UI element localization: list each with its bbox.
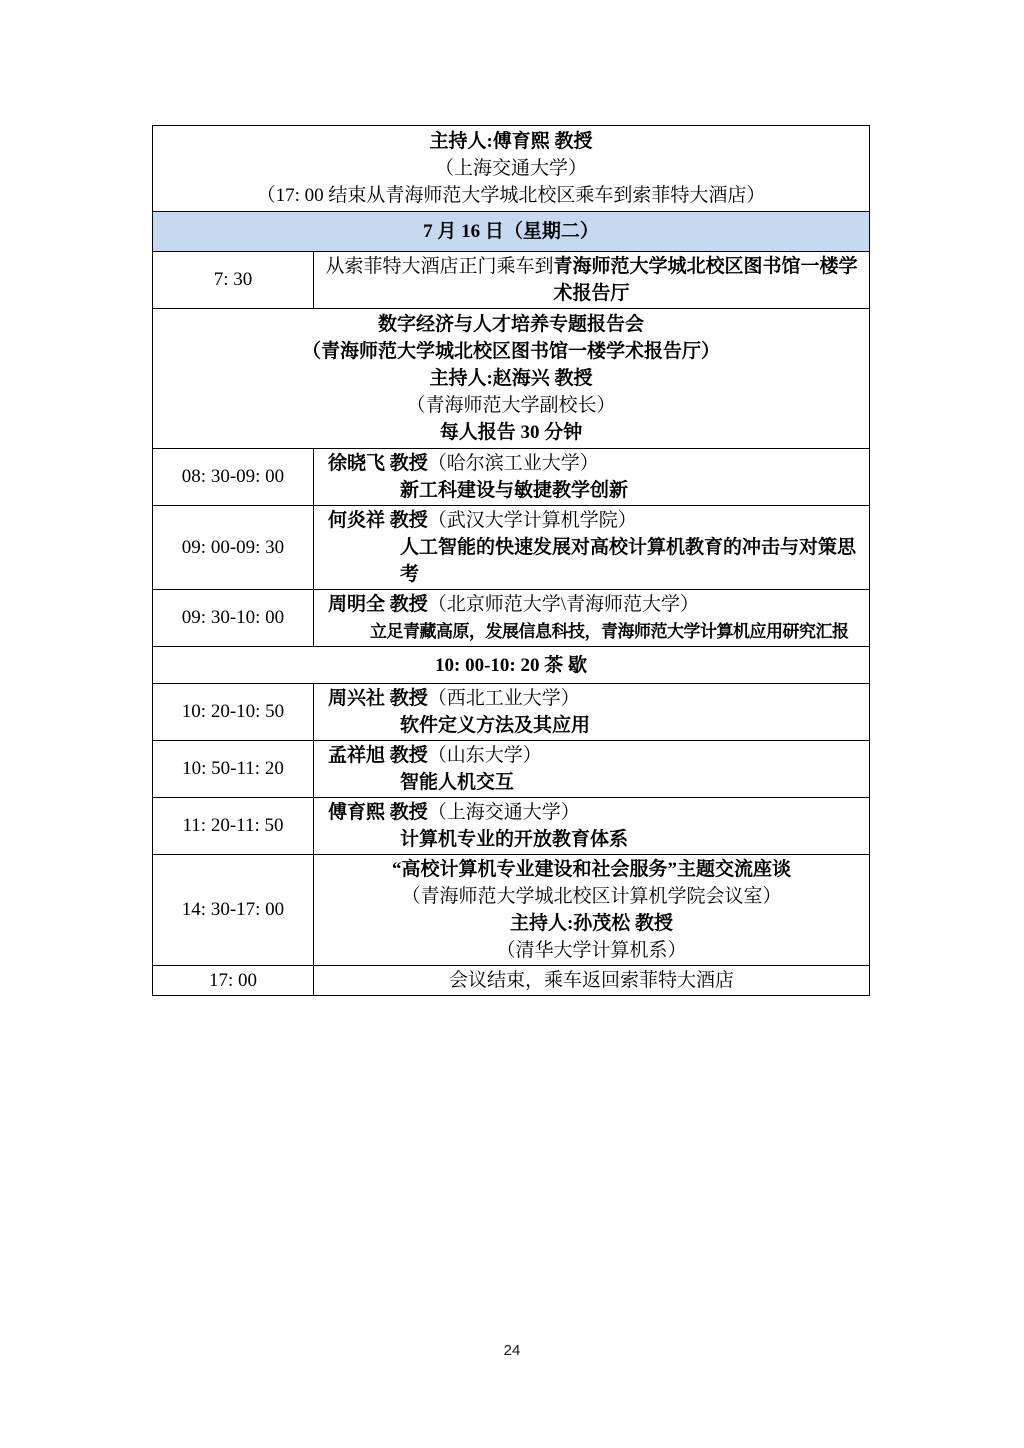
speaker-affiliation: （武汉大学计算机学院） (427, 510, 637, 531)
talk-row (153, 589, 869, 646)
host-note-line: （17: 00 结束从青海师范大学城北校区乘车到索菲特大酒店） (256, 185, 766, 206)
forum-venue-line: （青海师范大学城北校区计算机学院会议室） (401, 886, 782, 907)
talk-title: 人工智能的快速发展对高校计算机教育的冲击与对策思考 (400, 537, 857, 585)
talk-content-cell (314, 741, 869, 797)
time-cell: 09: 30-10: 00 (153, 590, 314, 646)
speaker-affiliation: （北京师范大学\青海师范大学） (427, 594, 700, 615)
session-venue-line: （青海师范大学城北校区图书馆一楼学术报告厅） (301, 341, 720, 362)
time-cell: 17: 00 (153, 966, 314, 995)
transfer-text-regular: 从索菲特大酒店正门乘车到 (325, 256, 554, 277)
day-header-label: 7 月 16 日（星期二） (423, 221, 599, 242)
speaker-line (320, 591, 863, 618)
session-host-affiliation-line: （青海师范大学副校长） (406, 395, 616, 416)
time-cell: 10: 50-11: 20 (153, 741, 314, 797)
session-header-cell (153, 309, 869, 448)
transfer-row (153, 251, 869, 308)
speaker-affiliation: （哈尔滨工业大学） (427, 453, 599, 474)
host-name-line: 主持人:傅育熙 教授 (429, 131, 593, 152)
closing-content-cell (314, 966, 869, 995)
talk-title: 智能人机交互 (400, 772, 515, 793)
schedule-table (152, 125, 870, 996)
talk-content-cell (314, 449, 869, 505)
talk-row (153, 505, 869, 589)
speaker-affiliation: （西北工业大学） (427, 688, 580, 709)
talk-row (153, 683, 869, 740)
forum-host-affiliation-line: （清华大学计算机系） (496, 940, 687, 961)
break-row (153, 646, 869, 683)
transfer-text (320, 253, 863, 307)
forum-row (153, 854, 869, 965)
speaker-line (320, 742, 863, 769)
speaker-line (320, 799, 863, 826)
talk-content-cell (314, 798, 869, 854)
talk-row (153, 797, 869, 854)
transfer-text-bold: 青海师范大学城北校区图书馆一楼学术报告厅 (553, 256, 858, 304)
talk-row (153, 740, 869, 797)
host-row (153, 126, 869, 211)
session-duration-line: 每人报告 30 分钟 (439, 422, 583, 443)
talk-row (153, 448, 869, 505)
talk-title: 软件定义方法及其应用 (400, 715, 591, 736)
page-number: 24 (503, 1342, 521, 1359)
time-cell: 14: 30-17: 00 (153, 855, 314, 965)
host-cell (153, 126, 869, 211)
closing-row (153, 965, 869, 995)
closing-text: 会议结束，乘车返回索菲特大酒店 (448, 970, 734, 991)
speaker-line (320, 685, 863, 712)
time-cell: 10: 20-10: 50 (153, 684, 314, 740)
time-cell: 11: 20-11: 50 (153, 798, 314, 854)
speaker-name: 周明全 教授 (328, 594, 428, 615)
speaker-affiliation: （上海交通大学） (427, 802, 580, 823)
speaker-affiliation: （山东大学） (427, 745, 542, 766)
session-host-line: 主持人:赵海兴 教授 (429, 368, 593, 389)
break-label: 10: 00-10: 20 茶 歇 (435, 654, 587, 676)
session-header-row (153, 308, 869, 448)
talk-content-cell (314, 684, 869, 740)
talk-title: 新工科建设与敏捷教学创新 (400, 480, 629, 501)
transfer-content-cell (314, 252, 869, 308)
speaker-line (320, 507, 863, 534)
day-header-cell (153, 212, 869, 251)
break-cell (153, 647, 869, 683)
speaker-name: 孟祥旭 教授 (328, 745, 428, 766)
session-title-line: 数字经济与人才培养专题报告会 (377, 314, 644, 335)
speaker-name: 周兴社 教授 (328, 688, 428, 709)
time-cell: 09: 00-09: 30 (153, 506, 314, 589)
forum-content-cell (314, 855, 869, 965)
forum-host-line: 主持人:孙茂松 教授 (509, 913, 674, 934)
talk-title: 立足青藏高原，发展信息科技，青海师范大学计算机应用研究汇报 (370, 622, 849, 641)
host-affiliation-line: （上海交通大学） (434, 158, 587, 179)
forum-title-line: “高校计算机专业建设和社会服务”主题交流座谈 (391, 859, 791, 880)
speaker-name: 傅育熙 教授 (328, 802, 428, 823)
time-cell: 08: 30-09: 00 (153, 449, 314, 505)
talk-content-cell (314, 590, 869, 646)
day-header-row (153, 211, 869, 251)
speaker-name: 徐晓飞 教授 (328, 453, 428, 474)
talk-content-cell (314, 506, 869, 589)
time-cell: 7: 30 (153, 252, 314, 308)
talk-title: 计算机专业的开放教育体系 (400, 829, 629, 850)
speaker-name: 何炎祥 教授 (328, 510, 428, 531)
speaker-line (320, 450, 863, 477)
